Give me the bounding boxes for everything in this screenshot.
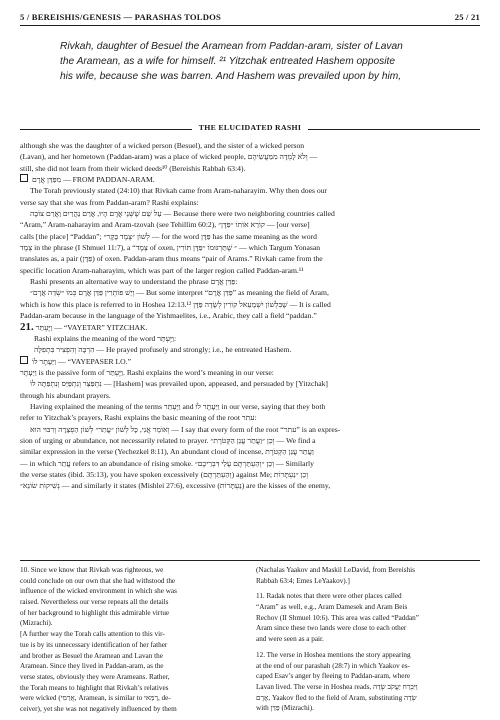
footnote-line: Rechov (II Shmuel 10:6). This area was called “Paddan” bbox=[256, 613, 419, 622]
commentary-line bbox=[20, 299, 480, 310]
footnote-line: Lavan lived. The verse in Hoshea reads, וַיִּבְרַח יַעֲקֹב שְׂדֵה bbox=[256, 682, 418, 691]
commentary-text: Rashi presents an alternative way to understand the phrase פַּדַּן אֲרָם: bbox=[30, 277, 238, 287]
rashi-heading-line bbox=[20, 356, 480, 367]
commentary-text: וְאוֹמֵר אֲנִי, כָּל לְשׁוֹן ״עֲתִר״ לְשׁוֹן הַפְצָרָה וְרִבּוּי הוּא — I say that every form of the root “עתר” is an expres- bbox=[30, 424, 341, 434]
translation-line: his wife, because she was barren. And Hashem was prevailed upon by him, bbox=[60, 71, 402, 82]
commentary-line bbox=[20, 151, 480, 162]
commentary-line bbox=[20, 378, 480, 389]
footnote-line: were wicked (אֲרַמִּי, Aramean, is similar to רַמַּאי, de- bbox=[20, 694, 171, 703]
footnote-line: 10. Since we know that Rivkah was righteous, we bbox=[20, 566, 164, 574]
commentary-text: still, she did not learn from their wicked deeds¹⁰ (Bereishis Rabbah 63:4). bbox=[20, 163, 246, 173]
footnote-line: and brother as Besuel the Aramean and Lavan the bbox=[20, 651, 163, 660]
commentary-text: through his abundant prayers. bbox=[20, 390, 111, 400]
commentary-text: עַל שֵׁם שֶׁשְּׁנֵי אֲרָם הָיוּ, אֲרַם נַהֲרַיִם וַאֲרַם צוֹבָה — Because there were two neighboring countries called bbox=[30, 209, 335, 219]
translation-line: Rivkah, daughter of Besuel the Aramean from Paddan-aram, sister of Lavan bbox=[60, 41, 403, 52]
commentary-text: וַיֵּעָתֶר is the passive form of וַיֶּעְתַּר. Rashi explains the word’s meaning in our verse: bbox=[20, 367, 274, 377]
commentary-text: צֶמֶד in the phrase (I Shmuel 11:7), a “צֶמֶד of oxen, ״ שֶׁתַּרְגּוּמוֹ ״פַּדָּן תּוֹרִין — which Targum Yonasan bbox=[20, 243, 321, 253]
commentary-line bbox=[20, 242, 480, 253]
commentary-line bbox=[20, 458, 480, 469]
header-page-number: 25 / 21 bbox=[454, 12, 480, 22]
footnote-line: “Aram” as well, e.g., Aram Damesek and Aram Beis bbox=[256, 603, 408, 612]
commentary-line bbox=[20, 253, 480, 264]
commentary-text: וְיֵשׁ פּוֹתְרִין פַּדַּן אֲרָם כְּמוֹ ״שְׂדֵה אֲרָם״ — But some interpret “פַּדַּן אֲרָם” as meaning the field of Aram, bbox=[30, 288, 329, 298]
section-heading bbox=[20, 123, 480, 135]
commentary-line bbox=[20, 140, 480, 151]
commentary-line bbox=[20, 197, 480, 208]
commentary-text: the verse states (ibid. 35:13), you have spoken excessively (וְהַעְתַּרְתֶּם) against Me; וְכֵן ״נַעְתָּרוֹת bbox=[20, 469, 309, 479]
commentary-line bbox=[20, 367, 480, 378]
footnote-line: אֲרָם, Yaakov fled to the field of Aram, substituting שְׂדֵה bbox=[256, 693, 417, 702]
commentary-line bbox=[20, 401, 480, 412]
footnote-line: 11. Radak notes that there were other places called bbox=[256, 592, 402, 601]
footnotes-right-column bbox=[256, 565, 480, 714]
commentary-line bbox=[20, 276, 480, 287]
commentary-text: which is how this place is referred to in Hoshea 12:13.¹² שֶׁבִּלְשׁוֹן יִשְׁמָעֵאל קוֹרִין לְשָׂדֶה פַּדָּן — It is called bbox=[20, 299, 331, 309]
commentary-line bbox=[20, 469, 480, 480]
heading-rule-right bbox=[308, 129, 480, 130]
footnote-line: (Nachalas Yaakov and Maskil LeDavid, from Bereishis bbox=[256, 566, 415, 574]
header-rule bbox=[20, 25, 480, 26]
square-bullet-icon bbox=[20, 174, 28, 182]
commentary-text: Paddan-aram because in the language of the Yishmaelites, i.e., Arabic, they call a field “paddan.” bbox=[20, 311, 317, 321]
commentary-text: sion of urging or abundance, not necessarily related to prayer. וְכֵן ״וַעֲתַר עֲנַן הַקְּטֹרֶת״ — We find a bbox=[20, 435, 316, 445]
commentary-text: Rashi explains the meaning of the word וַיֶּעְתַּר: bbox=[34, 333, 177, 343]
verse-number-line bbox=[20, 322, 480, 333]
square-bullet-icon bbox=[20, 356, 28, 364]
translation-line: the Aramean, as a wife for himself. ²¹ Yitzchak entreated Hashem opposite bbox=[60, 56, 396, 67]
footnote-line: with פַּדַּן (Mizrachi). bbox=[256, 704, 314, 713]
footnote-rule bbox=[20, 560, 480, 561]
footnote-line: Rabbah 63:4; Emes LeYaakov).] bbox=[256, 576, 350, 585]
footnote-line: caped Esav’s anger by fleeing to Paddan-aram, where bbox=[256, 672, 411, 681]
commentary-text: הִרְבָּה וְהִפְצִיר בִּתְפִלָּה — He prayed profusely and strongly; i.e., he entreated Hashem. bbox=[34, 345, 292, 355]
footnote-line: could conclude on our own that she had withstood the bbox=[20, 576, 176, 585]
footnote-line: and were seen as a pair. bbox=[256, 635, 324, 644]
footnote-line: [A further way the Torah calls attention to this vir- bbox=[20, 630, 165, 639]
commentary-text: although she was the daughter of a wicked person (Besuel), and the sister of a wicked person bbox=[20, 141, 305, 150]
commentary-text: נְשִׁיקוֹת שׂוֹנֵא״ — and similarly it states (Mishlei 27:6), excessive (נַעְתָּרוֹת) are the kisses of the enemy, bbox=[20, 481, 331, 491]
footnote-line: of her background to highlight this admirable virtue bbox=[20, 608, 170, 617]
commentary-text: The Torah previously stated (24:10) that Rivkah came from Aram-naharayim. Why then does our bbox=[30, 186, 328, 196]
commentary-text: (Lavan), and her hometown (Paddan-aram) was a place of wicked people, וְלֹא לָמְדָה מִמַּעֲשֵׂיהֶם — bbox=[20, 152, 318, 162]
footnote-line: the Torah means to highlight that Rivkah’s relatives bbox=[20, 683, 169, 692]
commentary-text: translates as, a pair (פַּדָּן) of oxen. Paddan-aram thus means “pair of Arams.” Rivkah came from the bbox=[20, 254, 323, 264]
rashi-heading-line bbox=[20, 174, 480, 185]
commentary-line bbox=[20, 480, 480, 491]
commentary-line bbox=[20, 344, 480, 355]
commentary-line bbox=[20, 333, 480, 344]
commentary-line bbox=[20, 219, 480, 230]
commentary-line bbox=[20, 287, 480, 298]
commentary-line bbox=[20, 185, 480, 196]
rashi-commentary bbox=[20, 140, 480, 492]
commentary-text: specific location Aram-naharayim, which was part of the larger region called Paddan-aram.¹¹ bbox=[20, 265, 304, 275]
commentary-text: “Aram,” Aram-naharayim and Aram-tzovah (see Tehillim 60:2), קוֹרֵא אוֹתוֹ ״פַּדָּן״ — [our verse] bbox=[20, 220, 310, 230]
footnote-line: verse states, obviously they were Arameans. Rather, bbox=[20, 672, 170, 681]
running-header bbox=[20, 12, 480, 24]
commentary-text: refer to Yitzchak’s prayers, Rashi explains the basic meaning of the root עתר: bbox=[20, 413, 257, 423]
commentary-text: verse say that she was from Paddan-aram? Rashi explains: bbox=[20, 197, 199, 207]
footnotes-left-column bbox=[20, 565, 244, 715]
verse-translation bbox=[60, 39, 480, 84]
commentary-text: — in which עֲתַר refers to an abundance of rising smoke. וְכֵן ״וְהַעְתַּרְתֶּם עָלַי דִּבְרֵיכֶם״ — Similarly bbox=[20, 458, 314, 468]
footnote-line: influence of the wicked environment in which she was bbox=[20, 587, 177, 596]
commentary-text: מִפַּדַּן אֲרָם — FROM PADDAN-ARAM. bbox=[32, 175, 155, 185]
commentary-text: וַיֵּעָתֶר לוֹ — “VAYEPASER LO.” bbox=[32, 356, 131, 366]
commentary-line bbox=[20, 265, 480, 276]
commentary-line bbox=[20, 231, 480, 242]
footnote-line: (Mizrachi). bbox=[20, 619, 53, 628]
footnote-line: 12. The verse in Hoshea mentions the story appearing bbox=[256, 650, 411, 659]
commentary-text: 21. וַיֶּעְתַּר — “VAYETAR” YITZCHAK. bbox=[20, 321, 148, 333]
commentary-line bbox=[20, 310, 480, 321]
commentary-text: Having explained the meaning of the terms וַיֶּעְתַּר and וַיֵּעָתֶר לוֹ in our verse, saying that they both bbox=[30, 401, 326, 411]
header-title: 5 / BEREISHIS/GENESIS — PARASHAS TOLDOS bbox=[20, 12, 221, 22]
commentary-text: נִתְפַּצֵּר וְנִתְפַּיֵּס וְנִתְפַּתָּה לוֹ — [Hashem] was prevailed upon, appeased, and persuaded by [Yitzchak] bbox=[30, 379, 328, 389]
commentary-line bbox=[20, 390, 480, 401]
section-title: THE ELUCIDATED RASHI bbox=[198, 123, 302, 132]
footnote-line: raised. Nevertheless our verse repeats all the details bbox=[20, 598, 169, 607]
commentary-text: calls [the place] “Paddan”; לְשׁוֹן ״צֶמֶד בָּקָר״ — for the word פַּדָּן has the same meaning as the word bbox=[20, 231, 317, 241]
footnote-line: tue is by its unnecessary identification of her father bbox=[20, 640, 168, 649]
commentary-line bbox=[20, 446, 480, 457]
footnote-line: Aramean. Since they lived in Paddan-aram, as the bbox=[20, 662, 164, 671]
footnote-line: ceiver), yet she was not negatively influenced by them bbox=[20, 704, 177, 713]
commentary-line bbox=[20, 435, 480, 446]
footnote-line: Aram since these two lands were close to each other bbox=[256, 624, 407, 633]
commentary-line bbox=[20, 412, 480, 423]
commentary-text: similar expression in the verse (Yechezkel 8:11), An abundant cloud of incense, וַעֲתַר עֲנַן הַקְּטֹרֶת bbox=[20, 447, 314, 457]
commentary-line bbox=[20, 208, 480, 219]
commentary-line bbox=[20, 424, 480, 435]
footnote-line: at the end of our parashah (28:7) in which Yaakov es- bbox=[256, 661, 410, 670]
commentary-line bbox=[20, 163, 480, 174]
